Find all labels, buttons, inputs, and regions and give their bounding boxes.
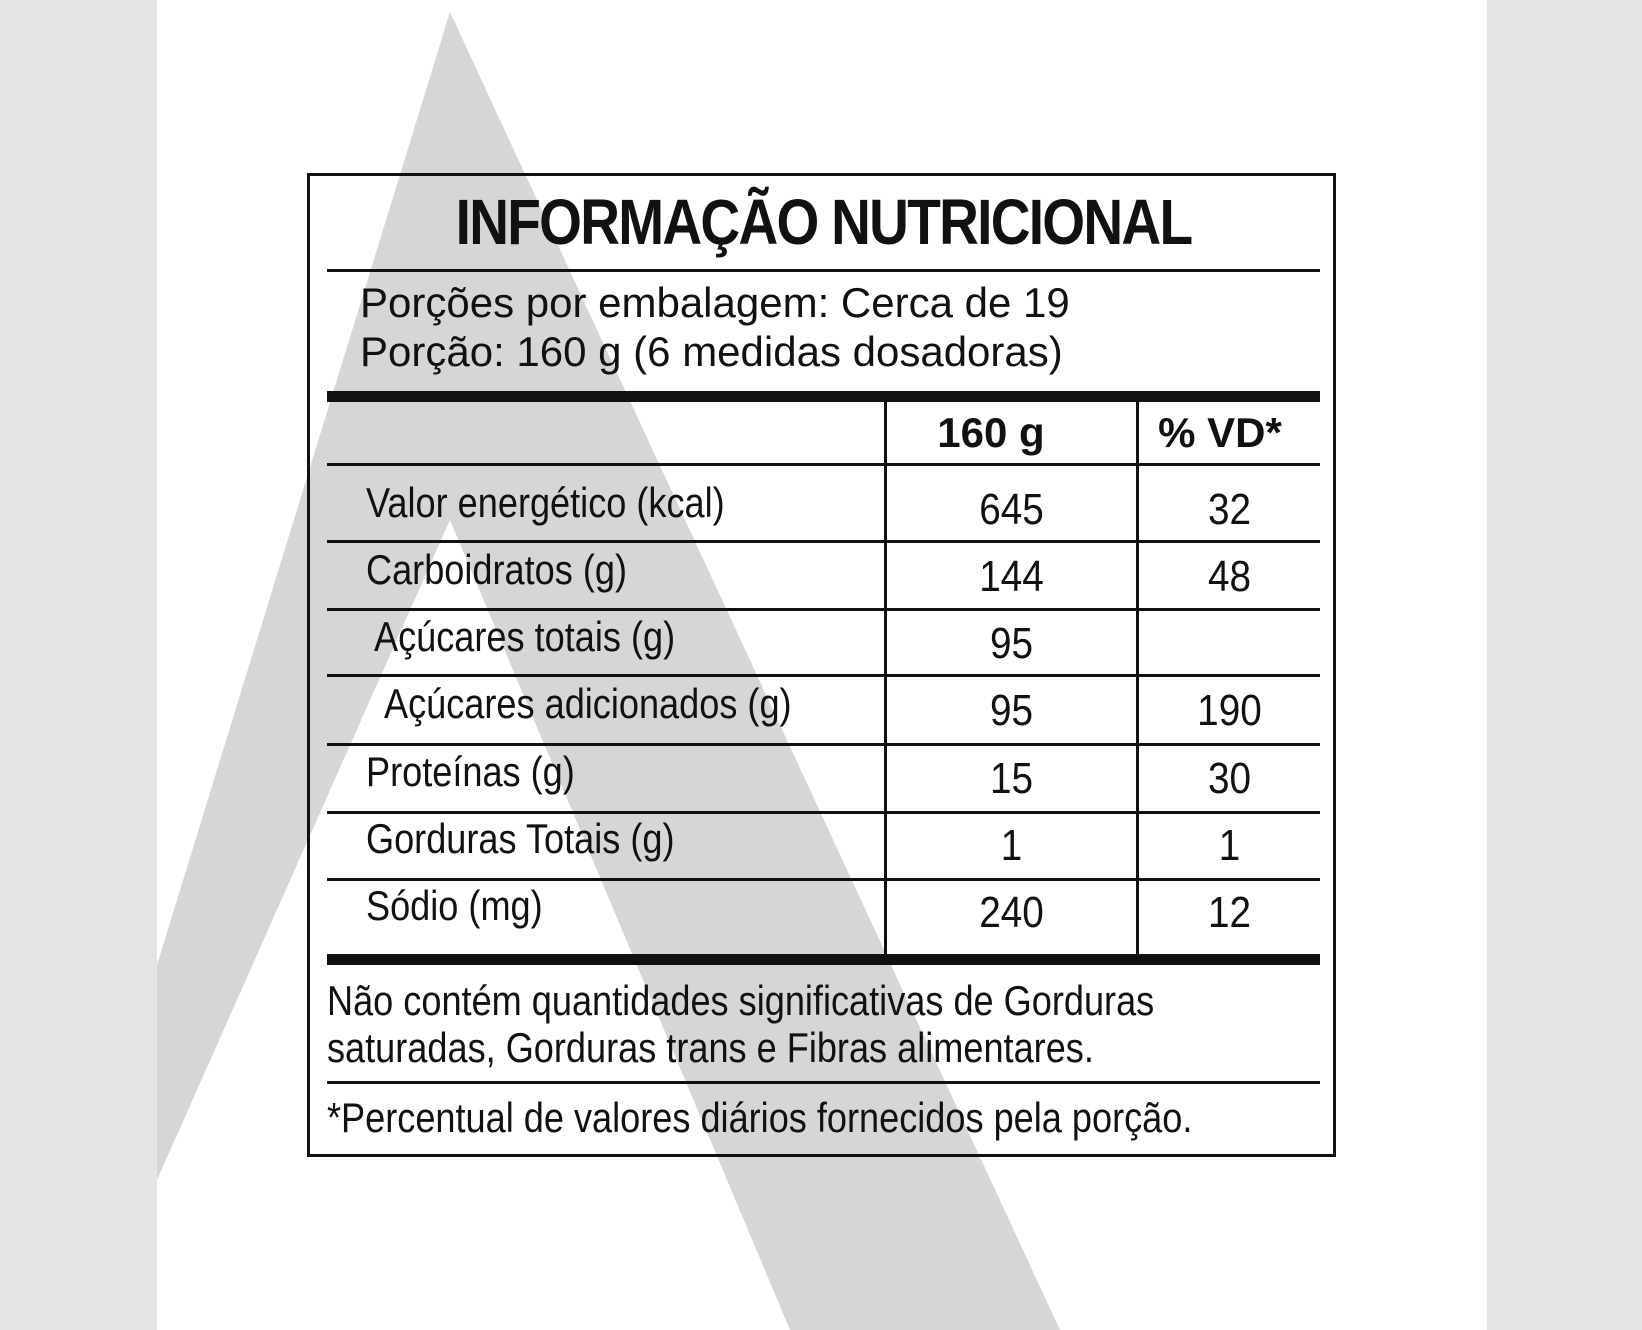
column-header-amount: 160 g <box>937 409 1045 456</box>
nutrient-amount: 95 <box>989 686 1034 735</box>
row-separator <box>327 463 1320 466</box>
column-divider <box>884 402 887 954</box>
nutrition-facts-label <box>307 173 1336 1157</box>
nutrient-amount: 645 <box>979 485 1044 534</box>
nutrient-amount: 15 <box>989 754 1034 803</box>
column-divider <box>1136 402 1139 954</box>
column-header-dv: % VD* <box>1158 409 1282 456</box>
row-separator <box>327 540 1320 543</box>
nutrient-dv: 1 <box>1218 821 1241 870</box>
nutrient-amount: 1 <box>1000 821 1023 870</box>
row-separator <box>327 674 1320 677</box>
nutrient-amount: 95 <box>989 619 1034 668</box>
nutrient-name: Proteínas (g) <box>366 748 575 795</box>
nutrient-amount: 240 <box>979 888 1044 937</box>
nutrient-name: Valor energético (kcal) <box>366 479 725 526</box>
divider-thick <box>327 391 1320 402</box>
daily-value-note: *Percentual de valores diários fornecidos pela porção. <box>327 1094 1193 1141</box>
servings-per-package: Porções por embalagem: Cerca de 19 <box>360 279 1070 326</box>
nutrient-dv: 190 <box>1197 686 1262 735</box>
row-separator <box>327 743 1320 746</box>
nutrient-dv: 32 <box>1207 485 1252 534</box>
divider-thin <box>327 269 1320 272</box>
divider-thin <box>327 1081 1320 1084</box>
row-separator <box>327 878 1320 881</box>
nutrient-amount: 144 <box>979 552 1044 601</box>
nutrient-name: Gorduras Totais (g) <box>366 815 675 862</box>
footnote-line: saturadas, Gorduras trans e Fibras alimentares. <box>327 1024 1094 1071</box>
nutrient-name: Carboidratos (g) <box>366 546 627 593</box>
nutrient-dv: 48 <box>1207 552 1252 601</box>
divider-thick <box>327 954 1320 965</box>
row-separator <box>327 608 1320 611</box>
nutrient-name: Açúcares adicionados (g) <box>384 680 792 727</box>
nutrient-name: Açúcares totais (g) <box>374 613 676 660</box>
nutrient-dv: 12 <box>1207 888 1252 937</box>
label-title: INFORMAÇÃO NUTRICIONAL <box>455 186 1192 258</box>
nutrient-name: Sódio (mg) <box>366 882 543 929</box>
footnote-line: Não contém quantidades significativas de Gorduras <box>327 977 1155 1024</box>
serving-size: Porção: 160 g (6 medidas dosadoras) <box>360 328 1063 375</box>
row-separator <box>327 811 1320 814</box>
nutrient-dv: 30 <box>1207 754 1252 803</box>
